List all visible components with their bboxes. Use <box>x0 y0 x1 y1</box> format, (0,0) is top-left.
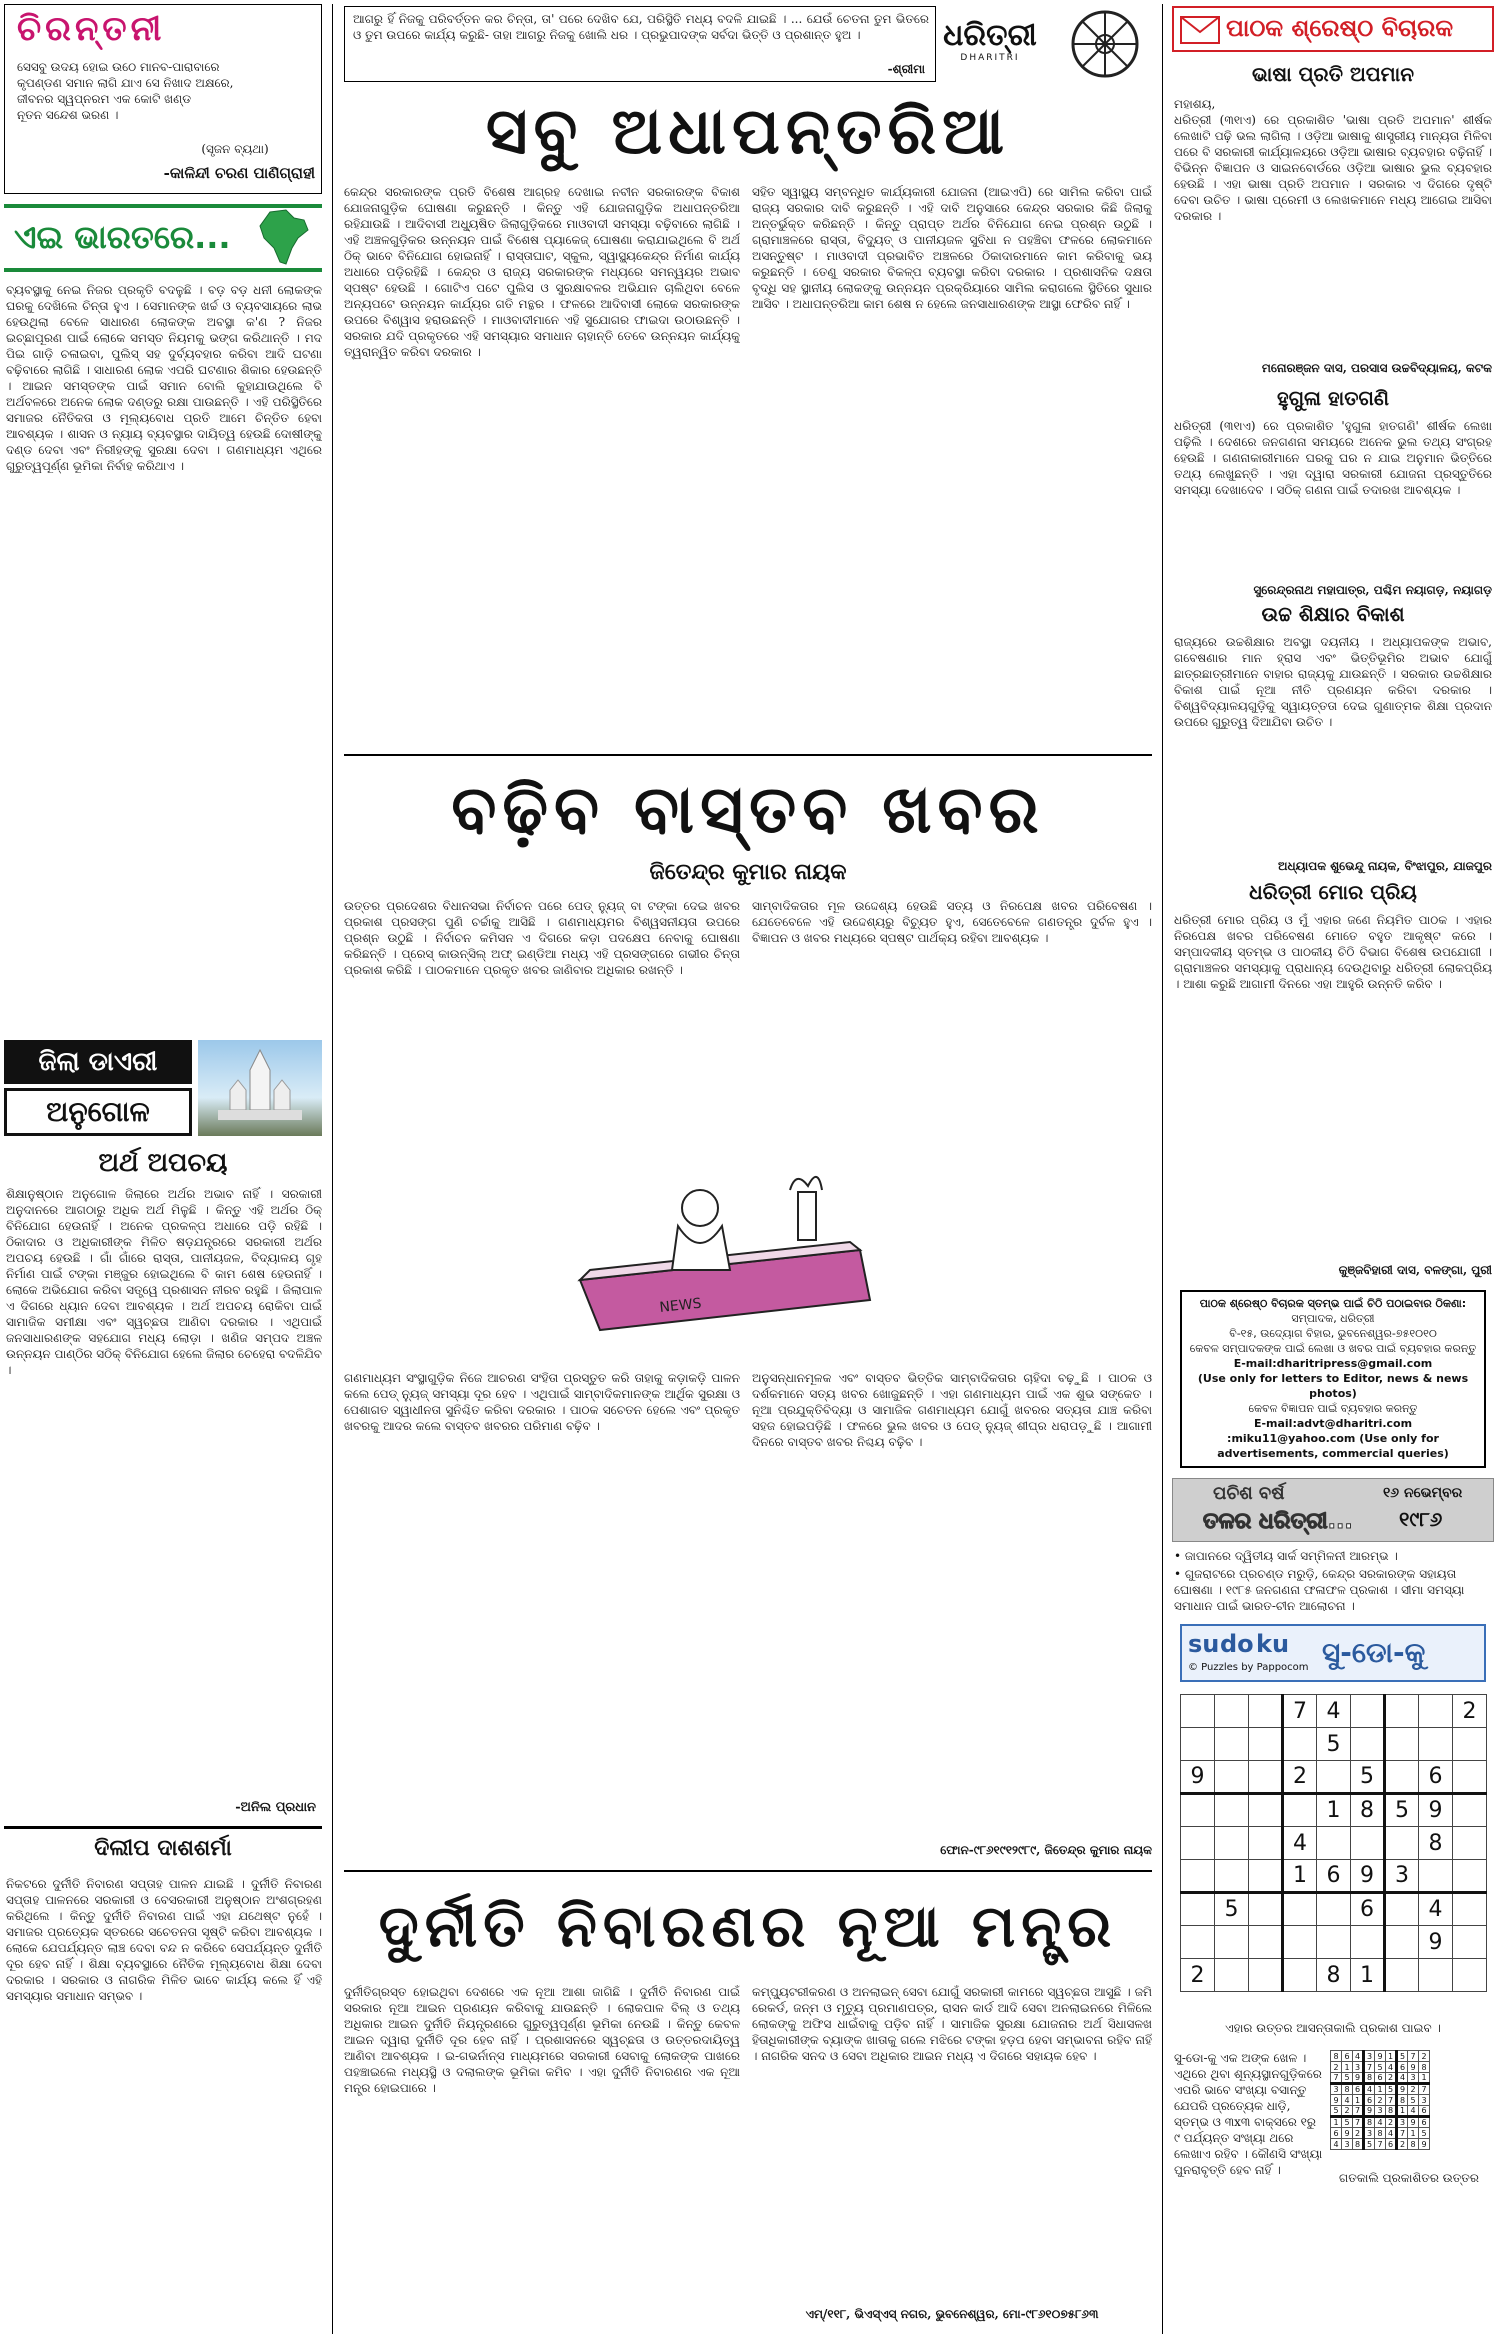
sudoku-prev-cell: 2 <box>1342 2106 1353 2117</box>
editor-email-note: (Use only for letters to Editor, news & news photos) <box>1197 1372 1469 1400</box>
sudoku-prev-cell: 8 <box>1353 2139 1364 2150</box>
sudoku-prev-cell: 5 <box>1364 2139 1375 2150</box>
dharitri-logo-sub: DHARITRI <box>960 53 1020 63</box>
sudoku-prev-cell: 8 <box>1331 2051 1342 2062</box>
sudoku-cell[interactable] <box>1351 1827 1385 1860</box>
sudoku-row <box>1181 1926 1487 1959</box>
sudoku-cell[interactable] <box>1181 1893 1215 1926</box>
sudoku-cell[interactable]: 1 <box>1283 1860 1317 1893</box>
sudoku-cell[interactable] <box>1351 1926 1385 1959</box>
sudoku-prev-cell: 2 <box>1419 2051 1430 2062</box>
sudoku-cell[interactable] <box>1385 1959 1419 1992</box>
sudoku-prev-cell: 7 <box>1419 2084 1430 2095</box>
sudoku-prev-cell: 6 <box>1342 2051 1353 2062</box>
sudoku-prev-cell: 8 <box>1342 2084 1353 2095</box>
sudoku-cell[interactable] <box>1249 1695 1283 1728</box>
sudoku-prev-cell: 7 <box>1386 2095 1397 2106</box>
sudoku-prev-cell: 4 <box>1364 2084 1375 2095</box>
sudoku-prev-cell: 7 <box>1375 2139 1386 2150</box>
sudoku-cell[interactable] <box>1215 1926 1249 1959</box>
sudoku-title-odia: ସୁ-ଡୋ-କୁ <box>1322 1636 1426 1669</box>
sudoku-prev-cell: 1 <box>1342 2062 1353 2073</box>
sudoku-prev-cell: 5 <box>1342 2117 1353 2128</box>
sudoku-cell[interactable] <box>1283 1959 1317 1992</box>
sudoku-prev-cell: 6 <box>1386 2139 1397 2150</box>
sudoku-cell[interactable]: 7 <box>1283 1695 1317 1728</box>
dilip-title: ଦିଲୀପ ଦାଶଶର୍ମା <box>94 1836 232 1861</box>
sudoku-title-ku: ku <box>1256 1630 1290 1658</box>
letter3-headline: ଉଚ୍ଚ ଶିକ୍ଷାର ବିକାଶ <box>1261 602 1405 626</box>
sudoku-cell[interactable] <box>1385 1728 1419 1761</box>
sudoku-prev-cell: 9 <box>1408 2117 1419 2128</box>
sudoku-cell[interactable]: 9 <box>1351 1860 1385 1893</box>
sudoku-prev-cell: 4 <box>1386 2062 1397 2073</box>
chirantani-title: ଚିରନ୍ତନୀ <box>17 9 166 49</box>
editorial1-headline: ସବୁ ଅଧାପନ୍ତରିଆ <box>485 95 1011 169</box>
address-line3: ବି-୧୫, ଉଦ୍ୟୋଗ ବିହାର, ଭୁବନେଶ୍ୱର-୭୫୧୦୧୦ <box>1229 1327 1437 1340</box>
sudoku-prev-cell: 5 <box>1375 2062 1386 2073</box>
sudoku-cell[interactable] <box>1249 1728 1283 1761</box>
sudoku-prev-row <box>1331 2117 1430 2128</box>
sudoku-cell[interactable]: 2 <box>1283 1761 1317 1794</box>
sudoku-prev-cell: 9 <box>1364 2106 1375 2117</box>
sudoku-row <box>1181 1860 1487 1893</box>
letter2-headline: ହୁଗୁଳା ହାତଗଣି <box>1277 386 1389 410</box>
sudoku-cell[interactable]: 8 <box>1317 1959 1351 1992</box>
sudoku-cell[interactable] <box>1215 1860 1249 1893</box>
sudoku-prev-cell: 8 <box>1419 2062 1430 2073</box>
sudoku-cell[interactable] <box>1419 1959 1453 1992</box>
ei-bharatare-title: ଏଇ ଭାରତରେ... <box>14 218 231 256</box>
sudoku-cell[interactable]: 2 <box>1453 1695 1487 1728</box>
sudoku-cell[interactable] <box>1249 1761 1283 1794</box>
editorial2-body-a: ଉତ୍ତର ପ୍ରଦେଶର ବିଧାନସଭା ନିର୍ବାଚନ ପରେ ପେଡ୍ ନ୍ୟୁଜ୍ ବା ଟଙ୍କା ଦେଇ ଖବର ପ୍ରକାଶ ପ୍ରସଙ୍ଗ ପୁଣି ଚର୍ଚ୍ଚାକୁ ଆସିଛି । ଗଣମାଧ୍ୟମର ବିଶ୍ୱସନୀୟତା ଉପରେ ପ୍ରଶ୍ନ ଉଠୁଛି । ନିର୍ବାଚନ କମିସନ ଏ ଦିଗରେ କଡ଼ା ପଦକ୍ଷେପ ନେବାକୁ ଘୋଷଣା କରିଛନ୍ତି । ପ୍ରେସ୍ କାଉନ୍ସିଲ୍ ଅଫ୍ ଇଣ୍ଡିଆ ମଧ୍ୟ ଏହି ପ୍ରସଙ୍ଗରେ ଗଭୀର ଚିନ୍ତା ପ୍ରକାଶ କରିଛି । ପାଠକମାନେ ପ୍ରକୃତ ଖବର ଜାଣିବାର ଅଧିକାର ରଖନ୍ତି । <box>344 899 740 977</box>
sudoku-cell[interactable] <box>1215 1794 1249 1827</box>
sudoku-prev-cell: 4 <box>1386 2128 1397 2139</box>
address-box <box>1180 1290 1486 1468</box>
sudoku-prev-cell: 7 <box>1353 2117 1364 2128</box>
sudoku-cell[interactable] <box>1453 1761 1487 1794</box>
letter2-body: ଧରିତ୍ରୀ (୩୧ାଏ) ରେ ପ୍ରକାଶିତ 'ହୁଗୁଳା ହାତଗଣି' ଶୀର୍ଷକ ଲେଖା ପଢ଼ିଲି । ଦେଶରେ ଜନଗଣନା ସମୟରେ ଅନେକ ଭୁଲ ତଥ୍ୟ ସଂଗ୍ରହ ହେଉଛି । ଗଣନାକାରୀମାନେ ଘରକୁ ଘର ନ ଯାଇ ଅନୁମାନ ଭିତ୍ତିରେ ତଥ୍ୟ ଲେଖୁଛନ୍ତି । ଏହା ଦ୍ୱାରା ସରକାରୀ ଯୋଜନା ପ୍ରସ୍ତୁତିରେ ସମସ୍ୟା ଦେଖାଦେବ । ସଠିକ୍ ଗଣନା ପାଇଁ ତଦାରଖ ଆବଶ୍ୟକ । <box>1174 419 1492 497</box>
editorial3-body-a: ଦୁର୍ନୀତିଗ୍ରସ୍ତ ହୋଇଥିବା ଦେଶରେ ଏକ ନୂଆ ଆଶା ଜାଗିଛି । ଦୁର୍ନୀତି ନିବାରଣ ପାଇଁ ସରକାର ନୂଆ ଆଇନ ପ୍ରଣୟନ କରିବାକୁ ଯାଉଛନ୍ତି । ଲୋକପାଳ ବିଲ୍ ଓ ତଥ୍ୟ ଅଧିକାର ଆଇନ ଦୁର୍ନୀତି ନିୟନ୍ତ୍ରଣରେ ଗୁରୁତ୍ୱପୂର୍ଣ୍ଣ ଭୂମିକା ନେଉଛି । କିନ୍ତୁ କେବଳ ଆଇନ ଦ୍ୱାରା ଦୁର୍ନୀତି ଦୂର ହେବ ନାହିଁ । ପ୍ରଶାସନରେ ସ୍ୱଚ୍ଛତା ଓ ଉତ୍ତରଦାୟିତ୍ୱ ଆଣିବା ଆବଶ୍ୟକ । ଇ-ଗଭର୍ନାନ୍ସ ମାଧ୍ୟମରେ ସରକାରୀ ସେବାକୁ ଲୋକଙ୍କ ପାଖରେ ପହଞ୍ଚାଇଲେ ମଧ୍ୟସ୍ଥି ଓ ଦଲାଲଙ୍କ ଭୂମିକା କମିବ । ଏହା ଦୁର୍ନୀତି ନିବାରଣର ଏକ ନୂଆ ମନ୍ତ୍ର ହୋଇପାରେ । <box>344 1985 740 2095</box>
sudoku-cell[interactable] <box>1351 1695 1385 1728</box>
sudoku-prev-cell: 1 <box>1386 2051 1397 2062</box>
sudoku-prev-cell: 2 <box>1375 2095 1386 2106</box>
editorial1-body-a: କେନ୍ଦ୍ର ସରକାରଙ୍କ ପ୍ରତି ବିଶେଷ ଆଗ୍ରହ ଦେଖାଇ ନବୀନ ସରକାରଙ୍କ ବିକାଶ ଯୋଜନାଗୁଡ଼ିକ ଘୋଷଣା କରୁଛନ୍ତି । କିନ୍ତୁ ଏହି ଯୋଜନାଗୁଡ଼ିକ ଅଧାପନ୍ତରିଆ ରହିଯାଉଛି । ଆଦିବାସୀ ଅଧ୍ୟୁଷିତ ଜିଲାଗୁଡ଼ିକରେ ମାଓବାଦୀ ସମସ୍ୟା ବଢ଼ିବାରେ ଲାଗିଛି । ଏହି ଅଞ୍ଚଳଗୁଡ଼ିକର ଉନ୍ନୟନ ପାଇଁ ବିଶେଷ ପ୍ୟାକେଜ୍ ଘୋଷଣା କରାଯାଇଥିଲେ ବି ଅର୍ଥ ଠିକ୍ ଭାବେ ବିନିଯୋଗ ହୋଇନାହିଁ । ରାସ୍ତାଘାଟ, ସ୍କୁଲ, ସ୍ୱାସ୍ଥ୍ୟକେନ୍ଦ୍ର ନିର୍ମାଣ କାର୍ଯ୍ୟ ଅଧାରେ ପଡ଼ିରହିଛି । କେନ୍ଦ୍ର ଓ ରାଜ୍ୟ ସରକାରଙ୍କ ମଧ୍ୟରେ ସମନ୍ୱୟର ଅଭାବ ସ୍ପଷ୍ଟ ହେଉଛି । ଗୋଟିଏ ପଟେ ପୁଲିସ ଓ ସୁରକ୍ଷାବଳର ଅଭିଯାନ ଚାଲିଥିବା ବେଳେ ଅନ୍ୟପଟେ ଉନ୍ନୟନ କାର୍ଯ୍ୟର ଗତି ମନ୍ଥର । ଫଳରେ ଆଦିବାସୀ ଲୋକେ ସରକାରଙ୍କ ଉପରେ ବିଶ୍ୱାସ ହରାଉଛନ୍ତି । ମାଓବାଦୀମାନେ ଏହି ସୁଯୋଗର ଫାଇଦା ଉଠାଉଛନ୍ତି । ସରକାର ଯଦି ପ୍ରକୃତରେ ଏହି ସମସ୍ୟାର ସମାଧାନ ଚାହାନ୍ତି ତେବେ ଉନ୍ନୟନ କାର୍ଯ୍ୟକୁ ତ୍ୱରାନ୍ୱିତ କରିବା ଦରକାର । <box>344 185 740 359</box>
dharitri-logo <box>940 6 1040 82</box>
sudoku-prev-cell: 9 <box>1331 2095 1342 2106</box>
sudoku-row <box>1181 1959 1487 1992</box>
sudoku-prev-cell: 1 <box>1419 2073 1430 2084</box>
sudoku-cell[interactable]: 8 <box>1351 1794 1385 1827</box>
sudoku-cell[interactable] <box>1249 1827 1283 1860</box>
sudoku-prev-cell: 3 <box>1364 2051 1375 2062</box>
sudoku-cell[interactable] <box>1453 1728 1487 1761</box>
sudoku-prev-cell: 9 <box>1342 2128 1353 2139</box>
sudoku-prev-cell: 1 <box>1353 2095 1364 2106</box>
sudoku-prev-cell: 7 <box>1397 2128 1408 2139</box>
advt-email[interactable]: E-mail:advt@dharitri.com <box>1253 1417 1413 1430</box>
sudoku-prev-cell: 5 <box>1397 2051 1408 2062</box>
sudoku-cell[interactable] <box>1385 1926 1419 1959</box>
sudoku-prev-cell: 9 <box>1419 2139 1430 2150</box>
sudoku-cell[interactable] <box>1215 1695 1249 1728</box>
sudoku-row <box>1181 1728 1487 1761</box>
sudoku-prev-cell: 2 <box>1397 2139 1408 2150</box>
sudoku-prev-cell: 3 <box>1342 2139 1353 2150</box>
sudoku-prev-cell: 9 <box>1408 2062 1419 2073</box>
sudoku-cell[interactable] <box>1283 1926 1317 1959</box>
sudoku-prev-row <box>1331 2084 1430 2095</box>
sudoku-prev-label: ଗତକାଲି ପ୍ରକାଶିତର ଉତ୍ତର <box>1339 2171 1479 2185</box>
sudoku-prev-cell: 8 <box>1375 2128 1386 2139</box>
sudoku-cell[interactable] <box>1385 1893 1419 1926</box>
sudoku-prev-cell: 6 <box>1364 2095 1375 2106</box>
sudoku-cell[interactable]: 3 <box>1385 1860 1419 1893</box>
sudoku-prev-cell: 7 <box>1364 2062 1375 2073</box>
sudoku-prev-cell: 7 <box>1408 2051 1419 2062</box>
sudoku-cell[interactable]: 5 <box>1215 1893 1249 1926</box>
letter3-signer: ଅଧ୍ୟାପକ ଶୁଭେନ୍ଦୁ ନାୟକ, ବିଂଝାପୁର, ଯାଜପୁର <box>1277 859 1492 873</box>
archive-year: ୧୯୮୬ <box>1399 1507 1443 1531</box>
advt-email-2[interactable]: :miku11@yahoo.com (Use only for advertisements, commercial queries) <box>1217 1432 1449 1460</box>
sudoku-prev-cell: 2 <box>1353 2128 1364 2139</box>
sudoku-cell[interactable] <box>1419 1728 1453 1761</box>
letter3-body: ରାଜ୍ୟରେ ଉଚ୍ଚଶିକ୍ଷାର ଅବସ୍ଥା ଦୟନୀୟ । ଅଧ୍ୟାପକଙ୍କ ଅଭାବ, ଗବେଷଣାର ମାନ ହ୍ରାସ ଏବଂ ଭିତ୍ତିଭୂମିର ଅଭାବ ଯୋଗୁଁ ଛାତ୍ରଛାତ୍ରୀମାନେ ବାହାର ରାଜ୍ୟକୁ ଯାଉଛନ୍ତି । ସରକାର ଉଚ୍ଚଶିକ୍ଷାର ବିକାଶ ପାଇଁ ନୂଆ ନୀତି ପ୍ରଣୟନ କରିବା ଦରକାର । ବିଶ୍ୱବିଦ୍ୟାଳୟଗୁଡ଼ିକୁ ସ୍ୱାୟତ୍ତତା ଦେଇ ଗୁଣାତ୍ମକ ଶିକ୍ଷା ପ୍ରଦାନ ଉପରେ ଗୁରୁତ୍ୱ ଦିଆଯିବା ଉଚିତ । <box>1174 635 1492 729</box>
sudoku-cell[interactable]: 6 <box>1317 1860 1351 1893</box>
sudoku-title-do: do <box>1220 1630 1254 1658</box>
sudoku-cell[interactable] <box>1181 1827 1215 1860</box>
sudoku-prev-cell: 3 <box>1419 2095 1430 2106</box>
sudoku-prev-cell: 8 <box>1364 2117 1375 2128</box>
sudoku-cell[interactable] <box>1283 1893 1317 1926</box>
sudoku-cell[interactable] <box>1453 1926 1487 1959</box>
sudoku-cell[interactable] <box>1453 1959 1487 1992</box>
letters-title: ପାଠକ ଶ୍ରେଷ୍ଠ ବିଚାରକ <box>1226 14 1454 42</box>
sudoku-credit: © Puzzles by Pappocom <box>1188 1662 1309 1673</box>
sudoku-prev-cell: 6 <box>1419 2106 1430 2117</box>
archive-item-1: • ଜାପାନରେ ଦ୍ୱିତୀୟ ସାର୍କ ସମ୍ମିଳନୀ ଆରମ୍ଭ । <box>1174 1549 1398 1563</box>
sudoku-prev-cell: 3 <box>1397 2117 1408 2128</box>
letter1-body: ମହାଶୟ, ଧରିତ୍ରୀ (୩୧ାଏ) ରେ ପ୍ରକାଶିତ 'ଭାଷା ପ୍ରତି ଅପମାନ' ଶୀର୍ଷକ ଲେଖାଟି ପଢ଼ି ଭଲ ଲାଗିଲା । ଓଡ଼ିଆ ଭାଷାକୁ ଶାସ୍ତ୍ରୀୟ ମାନ୍ୟତା ମିଳିବା ପରେ ବି ସରକାରୀ କାର୍ଯ୍ୟାଳୟରେ ଓଡ଼ିଆ ଭାଷାର ବ୍ୟବହାର ବଢ଼ିନାହିଁ । ବିଭିନ୍ନ ବିଜ୍ଞାପନ ଓ ସାଇନବୋର୍ଡରେ ଓଡ଼ିଆ ଭାଷାର ଭୁଲ ବ୍ୟବହାର ହେଉଛି । ଏହା ଭାଷା ପ୍ରତି ଅପମାନ । ସରକାର ଏ ଦିଗରେ ଦୃଷ୍ଟି ଦେବା ଉଚିତ । ଭାଷା ପ୍ରେମୀ ଓ ଲେଖକମାନେ ମଧ୍ୟ ଆଗେଇ ଆସିବା ଦରକାର । <box>1174 97 1492 223</box>
sudoku-prev-cell: 2 <box>1331 2062 1342 2073</box>
cartoon-illustration <box>560 1130 890 1360</box>
letter4-signer: କୁଞ୍ଜବିହାରୀ ଦାସ, ବଳଙ୍ଗା, ପୁରୀ <box>1338 1263 1492 1277</box>
sudoku-hint: ଏହାର ଉତ୍ତର ଆସନ୍ତାକାଲି ପ୍ରକାଶ ପାଇବ । <box>1225 2021 1441 2035</box>
sudoku-cell[interactable] <box>1249 1893 1283 1926</box>
sudoku-cell[interactable] <box>1181 1860 1215 1893</box>
sudoku-cell[interactable]: 5 <box>1351 1761 1385 1794</box>
editorial2-body-b: ସାମ୍ବାଦିକତାର ମୂଳ ଉଦ୍ଦେଶ୍ୟ ହେଉଛି ସତ୍ୟ ଓ ନିରପେକ୍ଷ ଖବର ପରିବେଷଣ । ଯେତେବେଳେ ଏହି ଉଦ୍ଦେଶ୍ୟରୁ ବିଚ୍ୟୁତ ହୁଏ, ସେତେବେଳେ ଗଣତନ୍ତ୍ର ଦୁର୍ବଳ ହୁଏ । ବିଜ୍ଞାପନ ଓ ଖବର ମଧ୍ୟରେ ସ୍ପଷ୍ଟ ପାର୍ଥକ୍ୟ ରହିବା ଆବଶ୍ୟକ । <box>752 899 1152 945</box>
artha-apachaya-headline: ଅର୍ଥ ଅପଚୟ <box>98 1148 228 1178</box>
sudoku-cell[interactable] <box>1249 1860 1283 1893</box>
masthead-quote-box <box>344 6 936 82</box>
sudoku-title-su: su <box>1188 1630 1220 1658</box>
letter1-headline: ଭାଷା ପ୍ରତି ଅପମାନ <box>1252 62 1414 86</box>
sudoku-prev-cell: 1 <box>1397 2106 1408 2117</box>
sudoku-cell[interactable] <box>1181 1926 1215 1959</box>
archive-banner <box>1172 1478 1494 1542</box>
sudoku-cell[interactable] <box>1249 1794 1283 1827</box>
archive-title1: ପଚିଶ ବର୍ଷ <box>1213 1483 1285 1504</box>
sudoku-prev-cell: 3 <box>1331 2084 1342 2095</box>
sudoku-cell[interactable] <box>1453 1794 1487 1827</box>
dharitri-logo-text: ଧରିତ୍ରୀ <box>943 18 1037 53</box>
editorial2-body-d: ଅନୁସନ୍ଧାନମୂଳକ ଏବଂ ବାସ୍ତବ ଭିତ୍ତିକ ସାମ୍ବାଦିକତାର ଚାହିଦା ବଢ଼ୁଛି । ପାଠକ ଓ ଦର୍ଶକମାନେ ସତ୍ୟ ଖବର ଖୋଜୁଛନ୍ତି । ଏହା ଗଣମାଧ୍ୟମ ପାଇଁ ଏକ ଶୁଭ ସଙ୍କେତ । ନୂଆ ପ୍ରଯୁକ୍ତିବିଦ୍ୟା ଓ ସାମାଜିକ ଗଣମାଧ୍ୟମ ଯୋଗୁଁ ଖବରର ସତ୍ୟତା ଯାଞ୍ଚ କରିବା ସହଜ ହୋଇପଡ଼ିଛି । ଫଳରେ ଭୁଲ ଖବର ଓ ପେଡ୍ ନ୍ୟୁଜ୍ ଶୀଘ୍ର ଧରାପଡ଼ୁଛି । ଆଗାମୀ ଦିନରେ ବାସ୍ତବ ଖବର ନିଶ୍ଚୟ ବଢ଼ିବ । <box>752 1371 1152 1449</box>
sudoku-row <box>1181 1695 1487 1728</box>
address-line1: ପାଠକ ଶ୍ରେଷ୍ଠ ବିଚାରକ ସ୍ତମ୍ଭ ପାଇଁ ଚିଠି ପଠାଇବାର ଠିକଣା: <box>1199 1297 1467 1310</box>
sudoku-cell[interactable] <box>1385 1695 1419 1728</box>
sudoku-prev-cell: 4 <box>1342 2095 1353 2106</box>
sudoku-cell[interactable] <box>1419 1860 1453 1893</box>
masthead-quote-by: -ଶ୍ରୀମା <box>887 62 925 76</box>
sudoku-prev-row <box>1331 2095 1430 2106</box>
sudoku-prev-cell: 6 <box>1331 2128 1342 2139</box>
sudoku-prev-cell: 5 <box>1386 2084 1397 2095</box>
chakra-emblem-icon <box>1060 6 1150 82</box>
sudoku-prev-row <box>1331 2051 1430 2062</box>
sudoku-prev-cell: 7 <box>1331 2073 1342 2084</box>
sudoku-cell[interactable]: 9 <box>1419 1794 1453 1827</box>
sudoku-prev-cell: 2 <box>1386 2073 1397 2084</box>
letter4-headline: ଧରିତ୍ରୀ ମୋର ପ୍ରିୟ <box>1249 880 1417 904</box>
jila-diary-district: ଅନୁଗୋଳ <box>4 1088 192 1136</box>
letter4-body: ଧରିତ୍ରୀ ମୋର ପ୍ରିୟ ଓ ମୁଁ ଏହାର ଜଣେ ନିୟମିତ ପାଠକ । ଏହାର ନିରପେକ୍ଷ ଖବର ପରିବେଷଣ ମୋତେ ବହୁତ ଆକୃଷ୍ଟ କରେ । ସମ୍ପାଦକୀୟ ସ୍ତମ୍ଭ ଓ ପାଠକୀୟ ଚିଠି ବିଭାଗ ବିଶେଷ ଉପଯୋଗୀ । ଗ୍ରାମାଞ୍ଚଳର ସମସ୍ୟାକୁ ପ୍ରାଧାନ୍ୟ ଦେଉଥିବାରୁ ଧରିତ୍ରୀ ଲୋକପ୍ରିୟ । ଆଶା କରୁଛି ଆଗାମୀ ଦିନରେ ଏହା ଆହୁରି ଉନ୍ନତି କରିବ । <box>1174 913 1492 991</box>
sudoku-prev-cell: 2 <box>1408 2084 1419 2095</box>
sudoku-cell[interactable] <box>1215 1827 1249 1860</box>
sudoku-cell[interactable] <box>1453 1893 1487 1926</box>
sudoku-cell[interactable] <box>1249 1926 1283 1959</box>
india-map-icon <box>250 208 316 268</box>
address-line4: କେବଳ ସମ୍ପାଦକଙ୍କ ପାଇଁ ଲେଖା ଓ ଖବର ପାଇଁ ବ୍ୟବହାର କରନ୍ତୁ <box>1189 1342 1477 1355</box>
archive-item-2: • ଗୁଜରାଟରେ ପ୍ରଚଣ୍ଡ ମରୁଡ଼ି, କେନ୍ଦ୍ର ସରକାରଙ୍କ ସହାୟତା ଘୋଷଣା । ୧୯୮୫ ଜନଗଣନା ଫଳାଫଳ ପ୍ରକାଶ । ସୀମା ସମସ୍ୟା ସମାଧାନ ପାଇଁ ଭାରତ-ଚୀନ ଆଲୋଚନା । <box>1174 1567 1465 1613</box>
sudoku-cell[interactable] <box>1385 1827 1419 1860</box>
sudoku-row <box>1181 1794 1487 1827</box>
address-line2: ସମ୍ପାଦକ, ଧରିତ୍ରୀ <box>1291 1312 1375 1325</box>
column-rule-left <box>332 4 333 2334</box>
sudoku-cell[interactable] <box>1351 1728 1385 1761</box>
sudoku-cell[interactable]: 8 <box>1419 1827 1453 1860</box>
sudoku-prev-cell: 3 <box>1375 2106 1386 2117</box>
svg-text:NEWS: NEWS <box>658 1295 703 1316</box>
sudoku-prev-cell: 1 <box>1375 2084 1386 2095</box>
sudoku-prev-cell: 8 <box>1364 2073 1375 2084</box>
editorial2-headline: ବଢ଼ିବ ବାସ୍ତବ ଖବର <box>451 771 1045 848</box>
sudoku-row <box>1181 1827 1487 1860</box>
sudoku-cell[interactable]: 5 <box>1385 1794 1419 1827</box>
sudoku-prev-cell: 3 <box>1364 2128 1375 2139</box>
sudoku-prev-cell: 2 <box>1386 2117 1397 2128</box>
archive-date: ୧୬ ନଭେମ୍ବର <box>1383 1485 1463 1501</box>
sudoku-cell[interactable]: 4 <box>1419 1893 1453 1926</box>
sudoku-cell[interactable] <box>1283 1728 1317 1761</box>
sudoku-prev-cell: 1 <box>1331 2117 1342 2128</box>
sudoku-prev-cell: 6 <box>1353 2084 1364 2095</box>
sudoku-prev-grid <box>1330 2050 1430 2150</box>
letters-title-box <box>1172 6 1494 52</box>
sudoku-cell[interactable] <box>1419 1695 1453 1728</box>
sudoku-cell[interactable] <box>1453 1827 1487 1860</box>
sudoku-prev-cell: 3 <box>1408 2073 1419 2084</box>
sudoku-prev-cell: 9 <box>1375 2051 1386 2062</box>
sudoku-grid-wrap <box>1180 1694 1490 2000</box>
sudoku-cell[interactable]: 2 <box>1181 1959 1215 1992</box>
sudoku-header <box>1180 1624 1486 1682</box>
sudoku-cell[interactable]: 5 <box>1317 1728 1351 1761</box>
editorial2-byline: ଜିତେନ୍ଦ୍ର କୁମାର ନାୟକ <box>649 860 847 885</box>
artha-apachaya-author: -ଅନିଲ ପ୍ରଧାନ <box>235 1800 316 1815</box>
sudoku-cell[interactable] <box>1317 1926 1351 1959</box>
sudoku-cell[interactable] <box>1249 1959 1283 1992</box>
sudoku-cell[interactable] <box>1453 1860 1487 1893</box>
archive-title2: ତଳର ଧରିତ୍ରୀ... <box>1203 1509 1353 1534</box>
editorial2-divider <box>344 1870 1152 1872</box>
sudoku-cell[interactable] <box>1215 1761 1249 1794</box>
sudoku-prev-cell: 6 <box>1375 2073 1386 2084</box>
sudoku-prev-cell: 7 <box>1353 2106 1364 2117</box>
sudoku-cell[interactable] <box>1317 1827 1351 1860</box>
jila-diary-label: ଜିଲା ଡାଏରୀ <box>4 1040 192 1084</box>
sudoku-prev-cell: 8 <box>1397 2095 1408 2106</box>
address-line5: କେବଳ ବିଜ୍ଞାପନ ପାଇଁ ବ୍ୟବହାର କରନ୍ତୁ <box>1248 1402 1418 1415</box>
sudoku-howto: ସୁ-ଡୋ-କୁ ଏକ ଅଙ୍କ ଖେଳ । ଏଥିରେ ଥିବା ଶୂନ୍ୟସ୍ଥାନଗୁଡ଼ିକରେ ଏପରି ଭାବେ ସଂଖ୍ୟା ବସାନ୍ତୁ ଯେପରି ପ୍ରତ୍ୟେକ ଧାଡ଼ି, ସ୍ତମ୍ଭ ଓ ୩x୩ ବାକ୍ସରେ ୧ରୁ ୯ ପର୍ଯ୍ୟନ୍ତ ସଂଖ୍ୟା ଥରେ ଲେଖାଏ ରହିବ । କୌଣସି ସଂଖ୍ୟା ପୁନରାବୃତ୍ତି ହେବ ନାହିଁ । <box>1174 2051 1323 2177</box>
sudoku-prev-cell: 5 <box>1331 2106 1342 2117</box>
sudoku-prev-cell: 6 <box>1397 2062 1408 2073</box>
sudoku-cell[interactable]: 6 <box>1419 1761 1453 1794</box>
sudoku-cell[interactable]: 4 <box>1283 1827 1317 1860</box>
sudoku-cell[interactable] <box>1317 1893 1351 1926</box>
sudoku-cell[interactable] <box>1181 1728 1215 1761</box>
sudoku-prev-cell: 5 <box>1408 2095 1419 2106</box>
sudoku-cell[interactable]: 4 <box>1317 1695 1351 1728</box>
sudoku-prev-row <box>1331 2139 1430 2150</box>
sudoku-prev-row <box>1331 2128 1430 2139</box>
sudoku-prev-cell: 9 <box>1353 2073 1364 2084</box>
letter1-signer: ମନୋରଞ୍ଜନ ଦାସ, ପରସାସ ଉଚ୍ଚବିଦ୍ୟାଳୟ, କଟକ <box>1261 361 1492 375</box>
sudoku-cell[interactable]: 9 <box>1419 1926 1453 1959</box>
envelope-icon <box>1180 16 1220 44</box>
column-rule-right <box>1162 4 1163 2334</box>
chirantani-poem: ସେସବୁ ଉଦୟ ହୋଇ ଉଠେ ମାନବ-ପାରାବାରେ କୃପଣ୍ଡଣ ସମାନ ଲାଗି ଯାଏ ସେ ନିଖାଦ ଅକ୍ଷରେ, ଜୀବନର ସ୍ୱପ୍ନରମ ଏକ କୋଟି ଖଣ୍ଡ ନୂତନ ସନ୍ଦେଶ ଭରଣ । <box>17 60 234 122</box>
editorial2-footer: ଫୋନ-୯୮୬୧୯୧୨୯୮୯, ଜିତେନ୍ଦ୍ର କୁମାର ନାୟକ <box>940 1843 1152 1857</box>
editorial3-footer: ଏମ୍/୧୧୮, ଭିଏସ୍ଏସ୍ ନଗର, ଭୁବନେଶ୍ୱର, ମୋ-୯୮୬୧୦୭୫୮୬୩ <box>805 2307 1099 2321</box>
sudoku-cell[interactable] <box>1181 1695 1215 1728</box>
sudoku-row <box>1181 1893 1487 1926</box>
chirantani-author: -କାଳିନ୍ଦୀ ଚରଣ ପାଣିଗ୍ରାହୀ <box>163 165 315 182</box>
sudoku-prev-cell: 4 <box>1408 2106 1419 2117</box>
editorial2-body-c: ଗଣମାଧ୍ୟମ ସଂସ୍ଥାଗୁଡ଼ିକ ନିଜେ ଆଚରଣ ସଂହିତା ପ୍ରସ୍ତୁତ କରି ତାହାକୁ କଡ଼ାକଡ଼ି ପାଳନ କଲେ ପେଡ୍ ନ୍ୟୁଜ୍ ସମସ୍ୟା ଦୂର ହେବ । ଏଥିପାଇଁ ସାମ୍ବାଦିକମାନଙ୍କ ଆର୍ଥିକ ସୁରକ୍ଷା ଓ ପେଶାଗତ ସ୍ୱାଧୀନତା ସୁନିଶ୍ଚିତ କରିବା ଦରକାର । ପାଠକ ସଚେତନ ହେଲେ ଏବଂ ପ୍ରକୃତ ଖବରକୁ ଆଦର କଲେ ବାସ୍ତବ ଖବରର ପରିମାଣ ବଢ଼ିବ । <box>344 1371 740 1433</box>
jila-diary-banner <box>4 1040 322 1140</box>
ei-bharatare-body: ବ୍ୟବସ୍ଥାକୁ ନେଇ ନିଜର ପ୍ରକୃତି ବଦଳୁଛି । ବଡ଼ ବଡ଼ ଧନୀ ଲୋକଙ୍କ ଘରକୁ ଦେଖିଲେ ଚିନ୍ତା ହୁଏ । ସେମାନଙ୍କ ଖର୍ଚ୍ଚ ଓ ବ୍ୟବସାୟରେ ଲାଭ ହେଉଥିଲା ବେଳେ ସାଧାରଣ ଲୋକଙ୍କ ଅବସ୍ଥା କ'ଣ ? ନିଜର ଇଚ୍ଛାପୂରଣ ପାଇଁ ଲୋକେ ସମସ୍ତ ନିୟମକୁ ଭଙ୍ଗ କରିଥାନ୍ତି । ମଦ ପିଇ ଗାଡ଼ି ଚଳାଇବା, ପୁଲିସ୍ ସହ ଦୁର୍ବ୍ୟବହାର କରିବା ଆଦି ଘଟଣା ବଢ଼ିବାରେ ଲାଗିଛି । ସାଧାରଣ ଲୋକ ଏପରି ଘଟଣାର ଶିକାର ହେଉଛନ୍ତି । ଆଇନ ସମସ୍ତଙ୍କ ପାଇଁ ସମାନ ବୋଲି କୁହାଯାଉଥିଲେ ବି ଅର୍ଥବଳରେ ଅନେକ ଲୋକ ଦଣ୍ଡରୁ ରକ୍ଷା ପାଉଛନ୍ତି । ଏହି ପରିସ୍ଥିତିରେ ସମାଜର ନୈତିକତା ଓ ମୂଲ୍ୟବୋଧ ପ୍ରତି ଆମେ ଚିନ୍ତିତ ହେବା ଆବଶ୍ୟକ । ଶାସନ ଓ ନ୍ୟାୟ ବ୍ୟବସ୍ଥାର ଦାୟିତ୍ୱ ହେଉଛି ଦୋଷୀଙ୍କୁ ଦଣ୍ଡ ଦେବା ଏବଂ ନିରୀହଙ୍କୁ ସୁରକ୍ଷା ଦେବା । ଗଣମାଧ୍ୟମ ଏଥିରେ ଗୁରୁତ୍ୱପୂର୍ଣ୍ଣ ଭୂମିକା ନିର୍ବାହ କରିଥାଏ । <box>6 283 322 473</box>
sudoku-grid[interactable] <box>1180 1694 1487 1992</box>
editorial3-body-b: କମ୍ପ୍ୟୁଟରୀକରଣ ଓ ଅନଲାଇନ୍ ସେବା ଯୋଗୁଁ ସରକାରୀ କାମରେ ସ୍ୱଚ୍ଛତା ଆସୁଛି । ଜମି ରେକର୍ଡ, ଜନ୍ମ ଓ ମୃତ୍ୟୁ ପ୍ରମାଣପତ୍ର, ରାସନ କାର୍ଡ ଆଦି ସେବା ଅନଲାଇନରେ ମିଳିଲେ ଲୋକଙ୍କୁ ଅଫିସ ଧାଇଁବାକୁ ପଡ଼ିବ ନାହିଁ । ସାମାଜିକ ସୁରକ୍ଷା ଯୋଜନାର ଅର୍ଥ ସିଧାସଳଖ ହିତାଧିକାରୀଙ୍କ ବ୍ୟାଙ୍କ ଖାତାକୁ ଗଲେ ମଝିରେ ଟଙ୍କା ହଡ଼ପ ହେବା ସମ୍ଭାବନା ରହିବ ନାହିଁ । ନାଗରିକ ସନଦ ଓ ସେବା ଅଧିକାର ଆଇନ ମଧ୍ୟ ଏ ଦିଗରେ ସହାୟକ ହେବ । <box>752 1985 1152 2063</box>
sudoku-cell[interactable]: 6 <box>1351 1893 1385 1926</box>
ei-bharatare-banner <box>4 204 322 272</box>
sudoku-cell[interactable] <box>1181 1794 1215 1827</box>
sudoku-prev-cell: 5 <box>1342 2073 1353 2084</box>
sudoku-prev-wrap <box>1330 2050 1446 2166</box>
sudoku-prev-row <box>1331 2062 1430 2073</box>
temple-photo <box>198 1040 322 1136</box>
sudoku-prev-cell: 1 <box>1408 2128 1419 2139</box>
sudoku-prev-row <box>1331 2106 1430 2117</box>
sudoku-prev-cell: 4 <box>1353 2051 1364 2062</box>
sudoku-prev-row <box>1331 2073 1430 2084</box>
sudoku-cell[interactable] <box>1215 1728 1249 1761</box>
dilip-body: ନିକଟରେ ଦୁର୍ନୀତି ନିବାରଣ ସପ୍ତାହ ପାଳନ ଯାଇଛି । ଦୁର୍ନୀତି ନିବାରଣ ସପ୍ତାହ ପାଳନରେ ସରକାରୀ ଓ ବେସରକାରୀ ଅନୁଷ୍ଠାନ ଅଂଶଗ୍ରହଣ କରିଥିଲେ । କିନ୍ତୁ ଦୁର୍ନୀତି ନିବାରଣ ପାଇଁ ଏହା ଯଥେଷ୍ଟ ନୁହେଁ । ସମାଜର ପ୍ରତ୍ୟେକ ସ୍ତରରେ ସଚେତନତା ସୃଷ୍ଟି କରିବା ଆବଶ୍ୟକ । ଲୋକେ ଯେପର୍ଯ୍ୟନ୍ତ ଲାଞ୍ଚ ଦେବା ବନ୍ଦ ନ କରିବେ ସେପର୍ଯ୍ୟନ୍ତ ଦୁର୍ନୀତି ଦୂର ହେବ ନାହିଁ । ଶିକ୍ଷା ବ୍ୟବସ୍ଥାରେ ନୈତିକ ମୂଲ୍ୟବୋଧ ଶିକ୍ଷା ଦେବା ଦରକାର । ସରକାର ଓ ନାଗରିକ ମିଳିତ ଭାବେ କାର୍ଯ୍ୟ କଲେ ହିଁ ଏହି ସମସ୍ୟାର ସମାଧାନ ସମ୍ଭବ । <box>6 1877 322 2003</box>
sudoku-row <box>1181 1761 1487 1794</box>
masthead-quote: ଆଗରୁ ହିଁ ନିଜକୁ ପରିବର୍ତ୍ତନ କର ଚିନ୍ତା, ତା' ପରେ ଦେଖିବ ଯେ, ପରିସ୍ଥିତି ମଧ୍ୟ ବଦଳି ଯାଇଛି । ... ଯେଉଁ ଚେତନା ତୁମ ଭିତରେ ଓ ତୁମ ଉପରେ କାର୍ଯ୍ୟ କରୁଛି- ତାହା ଆଗରୁ ନିଜକୁ ଖୋଲି ଧର । ପ୍ରଭୁପାଦଙ୍କ ସର୍ବଦା ଭିତ୍ତି ଓ ପ୍ରଶାନ୍ତ ହୁଅ । <box>353 12 929 42</box>
sudoku-prev-cell: 6 <box>1419 2117 1430 2128</box>
chirantani-box <box>4 4 322 194</box>
editorial3-headline: ଦୁର୍ନୀତି ନିବାରଣର ନୂଆ ମନ୍ତ୍ର <box>378 1892 1118 1960</box>
sudoku-cell[interactable] <box>1283 1794 1317 1827</box>
sudoku-cell[interactable]: 1 <box>1351 1959 1385 1992</box>
editorial1-divider <box>344 754 1152 756</box>
sudoku-prev-cell: 5 <box>1419 2128 1430 2139</box>
sudoku-cell[interactable] <box>1317 1761 1351 1794</box>
sudoku-prev-cell: 4 <box>1397 2073 1408 2084</box>
sudoku-prev-cell: 9 <box>1397 2084 1408 2095</box>
editorial1-body-b: ସହିତ ସ୍ୱାସ୍ଥ୍ୟ ସମ୍ବନ୍ଧିତ କାର୍ଯ୍ୟକାରୀ ଯୋଜନା (ଆଇଏପି) ରେ ସାମିଲ କରିବା ପାଇଁ ରାଜ୍ୟ ସରକାର ଦାବି କରୁଛନ୍ତି । ଏହି ଦାବି ଅନୁସାରେ କେନ୍ଦ୍ର ସରକାର କିଛି ଜିଲାକୁ ଅନ୍ତର୍ଭୁକ୍ତ କରିଛନ୍ତି । କିନ୍ତୁ ପ୍ରାପ୍ତ ଅର୍ଥର ବିନିଯୋଗ ନେଇ ପ୍ରଶ୍ନ ଉଠୁଛି । ଗ୍ରାମାଞ୍ଚଳରେ ରାସ୍ତା, ବିଦ୍ୟୁତ୍ ଓ ପାନୀୟଜଳ ସୁବିଧା ନ ପହଞ୍ଚିବା ଫଳରେ ଲୋକମାନେ ଅସନ୍ତୁଷ୍ଟ । ମାଓବାଦୀ ପ୍ରଭାବିତ ଅଞ୍ଚଳରେ ଠିକାଦାରମାନେ କାମ କରିବାକୁ ଭୟ କରୁଛନ୍ତି । ତେଣୁ ସରକାର ବିକଳ୍ପ ବ୍ୟବସ୍ଥା କରିବା ଦରକାର । ପ୍ରଶାସନିକ ଦକ୍ଷତା ବୃଦ୍ଧି ସହ ସ୍ଥାନୀୟ ଲୋକଙ୍କୁ ଉନ୍ନୟନ ପ୍ରକ୍ରିୟାରେ ସାମିଲ କରାଗଲେ ସ୍ଥିତିରେ ସୁଧାର ଆସିବ । ଅଧାପନ୍ତରିଆ କାମ ଶେଷ ନ ହେଲେ ଜନସାଧାରଣଙ୍କ ଆସ୍ଥା ଫେରିବ ନାହିଁ । <box>752 185 1152 311</box>
chirantani-source: (ସୃଜନ ବ୍ୟଥା) <box>201 142 269 156</box>
sudoku-prev-cell: 3 <box>1353 2062 1364 2073</box>
sudoku-cell[interactable] <box>1385 1761 1419 1794</box>
editor-email[interactable]: E-mail:dharitripress@gmail.com <box>1233 1357 1433 1370</box>
artha-apachaya-body: ଶିକ୍ଷାନୁଷ୍ଠାନ ଅନୁଗୋଳ ଜିଲାରେ ଅର୍ଥର ଅଭାବ ନାହିଁ । ସରକାରୀ ଅନୁଦାନରେ ଆଗଠାରୁ ଅଧିକ ଅର୍ଥ ମିଳୁଛି । କିନ୍ତୁ ଏହି ଅର୍ଥର ଠିକ୍ ବିନିଯୋଗ ହେଉନାହିଁ । ଅନେକ ପ୍ରକଳ୍ପ ଅଧାରେ ପଡ଼ି ରହିଛି । ଠିକାଦାର ଓ ଅଧିକାରୀଙ୍କ ମିଳିତ ଷଡ଼ଯନ୍ତ୍ରରେ ସରକାରୀ ଅର୍ଥର ଅପଚୟ ହେଉଛି । ଗାଁ ଗାଁରେ ରାସ୍ତା, ପାନୀୟଜଳ, ବିଦ୍ୟାଳୟ ଗୃହ ନିର୍ମାଣ ପାଇଁ ଟଙ୍କା ମଞ୍ଜୁର ହୋଇଥିଲେ ବି କାମ ଶେଷ ହେଉନାହିଁ । ଲୋକେ ଅଭିଯୋଗ କରିବା ସତ୍ତ୍ୱେ ପ୍ରଶାସନ ନୀରବ ରହୁଛି । ଜିଲାପାଳ ଏ ଦିଗରେ ଧ୍ୟାନ ଦେବା ଆବଶ୍ୟକ । ଅର୍ଥ ଅପଚୟ ରୋକିବା ପାଇଁ ସାମାଜିକ ସମୀକ୍ଷା ଏବଂ ସ୍ୱଚ୍ଛତା ଆଣିବା ଦରକାର । ଏଥିପାଇଁ ଜନସାଧାରଣଙ୍କ ସହଯୋଗ ମଧ୍ୟ ଲୋଡ଼ା । ଖଣିଜ ସମ୍ପଦ ଅଞ୍ଚଳ ଉନ୍ନୟନ ପାଣ୍ଠିର ସଠିକ୍ ବିନିଯୋଗ ହେଲେ ଜିଲାର ଚେହେରା ବଦଳିଯିବ । <box>6 1187 322 1377</box>
sudoku-prev-cell: 8 <box>1408 2139 1419 2150</box>
letter2-signer: ସୁରେନ୍ଦ୍ରନାଥ ମହାପାତ୍ର, ପଶ୍ଚିମ ନୟାଗଡ଼, ନୟାଗଡ଼ <box>1253 583 1492 597</box>
dilip-divider <box>4 1826 322 1829</box>
sudoku-prev-cell: 4 <box>1331 2139 1342 2150</box>
sudoku-prev-cell: 8 <box>1386 2106 1397 2117</box>
sudoku-cell[interactable] <box>1215 1959 1249 1992</box>
sudoku-cell[interactable]: 9 <box>1181 1761 1215 1794</box>
sudoku-cell[interactable]: 1 <box>1317 1794 1351 1827</box>
sudoku-prev-cell: 4 <box>1375 2117 1386 2128</box>
